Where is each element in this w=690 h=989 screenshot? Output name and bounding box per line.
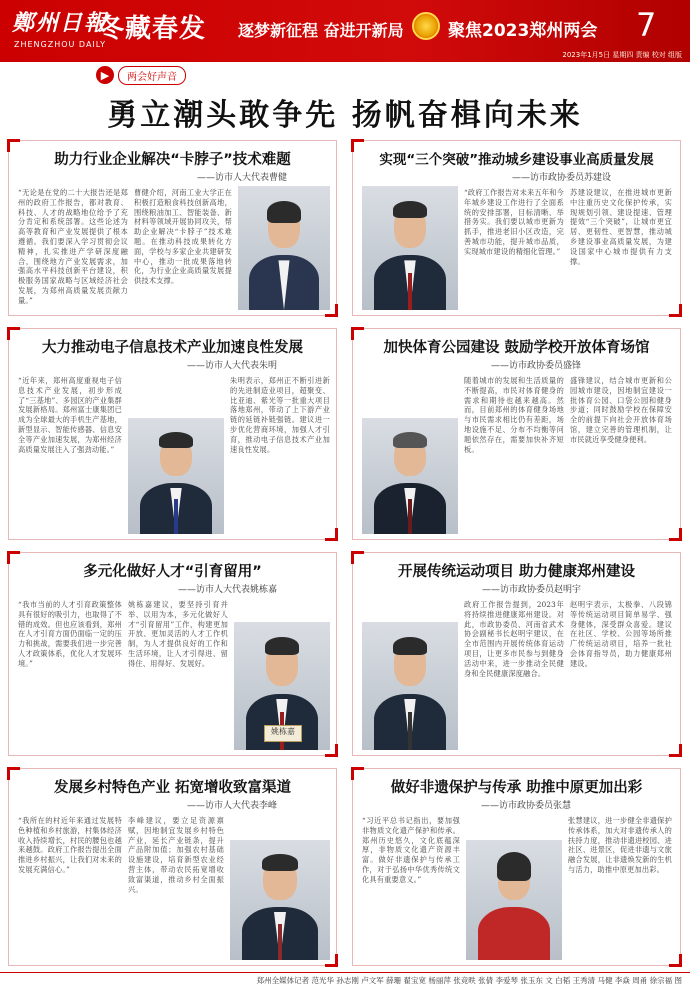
article-sujianshe: [352, 140, 681, 316]
article-title: 大力推动电子信息技术产业加速良性发展: [42, 340, 303, 356]
article-text: 政府工作报告提到，2023年将持续推进健康郑州建设。对此，市政协委员、河南省武术协会副秘书长赵明宇建议，在全市范围内开展传统体育运动项目，让更多市民参与到健身活动中来，进一步推动全民健身和全民健康深度融合。: [464, 600, 564, 678]
article-title: 发展乡村特色产业 拓宽增收致富渠道: [53, 780, 292, 796]
portrait-photo: [234, 622, 330, 750]
page-number: 7: [636, 6, 657, 44]
dateline: 2023年1月5日 星期四 责编 校对 组版: [562, 51, 682, 59]
article-title: 开展传统运动项目 助力健康郑州建设: [397, 564, 636, 580]
portrait-photo: [230, 840, 330, 960]
article-byline: ——访市政协委员赵明宇: [481, 585, 581, 595]
megaphone-icon: ▶: [96, 66, 114, 84]
article-text: 朱明表示，郑州正不断引进新的先进制造业项目，超聚变、比亚迪、紫光等一批重大项目落地郑州，带动了上下游产业链的延链补链强链。建议进一步优化营商环境，加强人才引育，推动电子信息技术产业加速良性发展。: [230, 376, 330, 454]
article-title: 做好非遗保护与传承 助推中原更加出彩: [390, 780, 643, 796]
newspaper-logo: 鄭州日報: [12, 10, 109, 36]
emblem-icon: [412, 12, 440, 40]
section-name: 聚焦2023郑州两会: [448, 21, 598, 41]
portrait-photo: [362, 622, 458, 750]
article-shengfeng: [352, 328, 681, 540]
article-title: 助力行业企业解决“卡脖子”技术难题: [54, 152, 291, 168]
portrait-photo: [128, 418, 224, 534]
name-plate: 姚栋嘉: [264, 725, 302, 742]
portrait-photo: [466, 840, 562, 960]
section-tag: [96, 66, 186, 84]
article-text: “我市当前的人才引育政策整体具有很好的吸引力，也取得了不错的成效。但也应该看到，郑州在人才引育方面仍面临一定的压力和挑战，需要我们进一步完善人才政策体系，优化人才发展环境。”: [18, 600, 122, 668]
article-zhuming: [8, 328, 337, 540]
article-byline: ——访市政协委员盛锋: [490, 361, 581, 371]
article-text: 张慧建议，进一步健全非遗保护传承体系，加大对非遗传承人的扶持力度，推动非遗进校园、进社区、进景区，促进非遗与文旅融合发展，让非遗焕发新的生机与活力，助推中原更加出彩。: [568, 816, 672, 874]
article-byline: ——访市人大代表姚栋嘉: [177, 585, 277, 595]
article-text: “政府工作报告对未来五年和今年城乡建设工作进行了全面系统的安排部署，目标清晰、举措务实。我们要以城市更新为抓手，推进老旧小区改造，完善城市功能，提升城市品质，实现城市建设的精细化管理。”: [464, 188, 564, 256]
newspaper-logo-en: ZHENGZHOU DAILY: [14, 40, 107, 49]
article-title: 实现“三个突破”推动城乡建设事业高质量发展: [379, 152, 654, 168]
article-caojian: [8, 140, 337, 316]
article-text: 苏建设建议，在推进城市更新中注重历史文化保护传承，实现规划引领、建设提速、管理提效“三个突破”，让城市更宜居、更韧性、更智慧，推动城乡建设事业高质量发展，为建设国家中心城市提供有力支撑。: [570, 188, 672, 266]
article-byline: ——访市人大代表李峰: [186, 801, 277, 811]
theme-title: 冬藏春发: [98, 14, 207, 44]
article-text: “无论是在党的二十大报告还是郑州的政府工作报告，都对教育、科技、人才的战略地位给予了充分肯定和系统部署。这些论述为高等教育和产业发展提供了根本遵循。我们要深入学习贯彻会议精神，扎实推进产学研深度融合，围绕地方产业发展需求，加强高水平科技创新平台建设，积极服务国家战略与区域经济社会发展，为郑州高质量发展贡献力量。”: [18, 188, 128, 305]
article-byline: ——访市人大代表朱明: [186, 361, 277, 371]
article-yaodongjia: [8, 552, 337, 756]
article-byline: ——访市人大代表曹健: [196, 173, 287, 183]
article-text: “习近平总书记指出，要加强非物质文化遗产保护和传承。郑州历史悠久，文化底蕴深厚，非物质文化遗产资源丰富。做好非遗保护与传承工作，对于弘扬中华优秀传统文化具有重要意义。”: [362, 816, 460, 884]
article-title: 多元化做好人才“引育留用”: [83, 564, 262, 580]
article-text: 曹健介绍，河南工业大学正在积极打造粮食科技创新高地，围绕粮油加工、智能装备、新材料等领域开展协同攻关，帮助企业解决“卡脖子”技术难题。在推动科技成果转化方面，学校与多家企业共建研发中心，推动一批成果落地转化，为行业企业高质量发展提供技术支撑。: [134, 188, 232, 286]
article-zhaomingyu: [352, 552, 681, 756]
article-byline: ——访市政协委员苏建设: [511, 173, 611, 183]
portrait-photo: [238, 186, 330, 310]
article-text: “我所在的村近年来通过发展特色种植和乡村旅游，村集体经济收入持续增长，村民的腰包也越来越鼓。政府工作报告提出全面推进乡村振兴，让我们对未来的发展充满信心。”: [18, 816, 122, 874]
article-text: 李峰建议，要立足资源禀赋，因地制宜发展乡村特色产业，延长产业链条，提升产品附加值；加强农村基础设施建设，培育新型农业经营主体，带动农民拓宽增收致富渠道，推动乡村全面振兴。: [128, 816, 224, 894]
article-text: 随着城市的发展和生活质量的不断提高，市民对体育健身的需求和期待也越来越高。然而，目前郑州的体育健身场地与市民需求相比仍有差距，场地设施不足、分布不均衡等问题依然存在，需要加快补齐短板。: [464, 376, 564, 454]
page-headline: 勇立潮头敢争先 扬帆奋楫向未来: [107, 98, 583, 133]
article-text: 姚栋嘉建议，要坚持引育并举、以用为本，多元化做好人才“引育留用”工作，构建更加开放、更加灵活的人才工作机制，为人才提供良好的工作和生活环境，让人才引得进、留得住、用得好、发展好。: [128, 600, 228, 668]
article-text: 赵明宇表示，太极拳、八段锦等传统运动项目简单易学、强身健体，深受群众喜爱。建议在社区、学校、公园等场所推广传统运动项目，培养一批社会体育指导员，助力健康郑州建设。: [570, 600, 672, 668]
portrait-photo: [362, 186, 458, 310]
portrait-photo: [362, 418, 458, 534]
article-text: “近年来，郑州高度重视电子信息技术产业发展，初步形成了“三基地”、多园区的产业集群发展新格局。郑州富士康集团已成为全球最大的手机生产基地，新型显示、智能传感器、信息安全等产业加速发展，为郑州经济高质量发展注入了强劲动能。”: [18, 376, 122, 454]
photo-credits-footer: 郑州全媒体记者 范光华 孙志刚 卢文军 薛珊 翟宝宽 杨丽萍 张竞昳 张倩 李爱琴 张玉东 文 白韬 王秀清 马健 李焱 周甬 徐宗福 图: [0, 972, 690, 989]
theme-subtitle: 逐梦新征程 奋进开新局: [238, 21, 404, 40]
article-text: 盛锋建议，结合城市更新和公园城市建设，因地制宜建设一批体育公园、口袋公园和健身步道；同时鼓励学校在保障安全的前提下向社会开放体育场馆，建立完善的管理机制，让市民就近享受健身便利。: [570, 376, 672, 444]
article-title: 加快体育公园建设 鼓励学校开放体育场馆: [383, 340, 650, 356]
article-zhanghui: [352, 768, 681, 966]
section-tag-label: 两会好声音: [118, 66, 186, 85]
masthead: [0, 0, 690, 62]
article-byline: ——访市政协委员张慧: [480, 801, 571, 811]
article-lifeng: [8, 768, 337, 966]
